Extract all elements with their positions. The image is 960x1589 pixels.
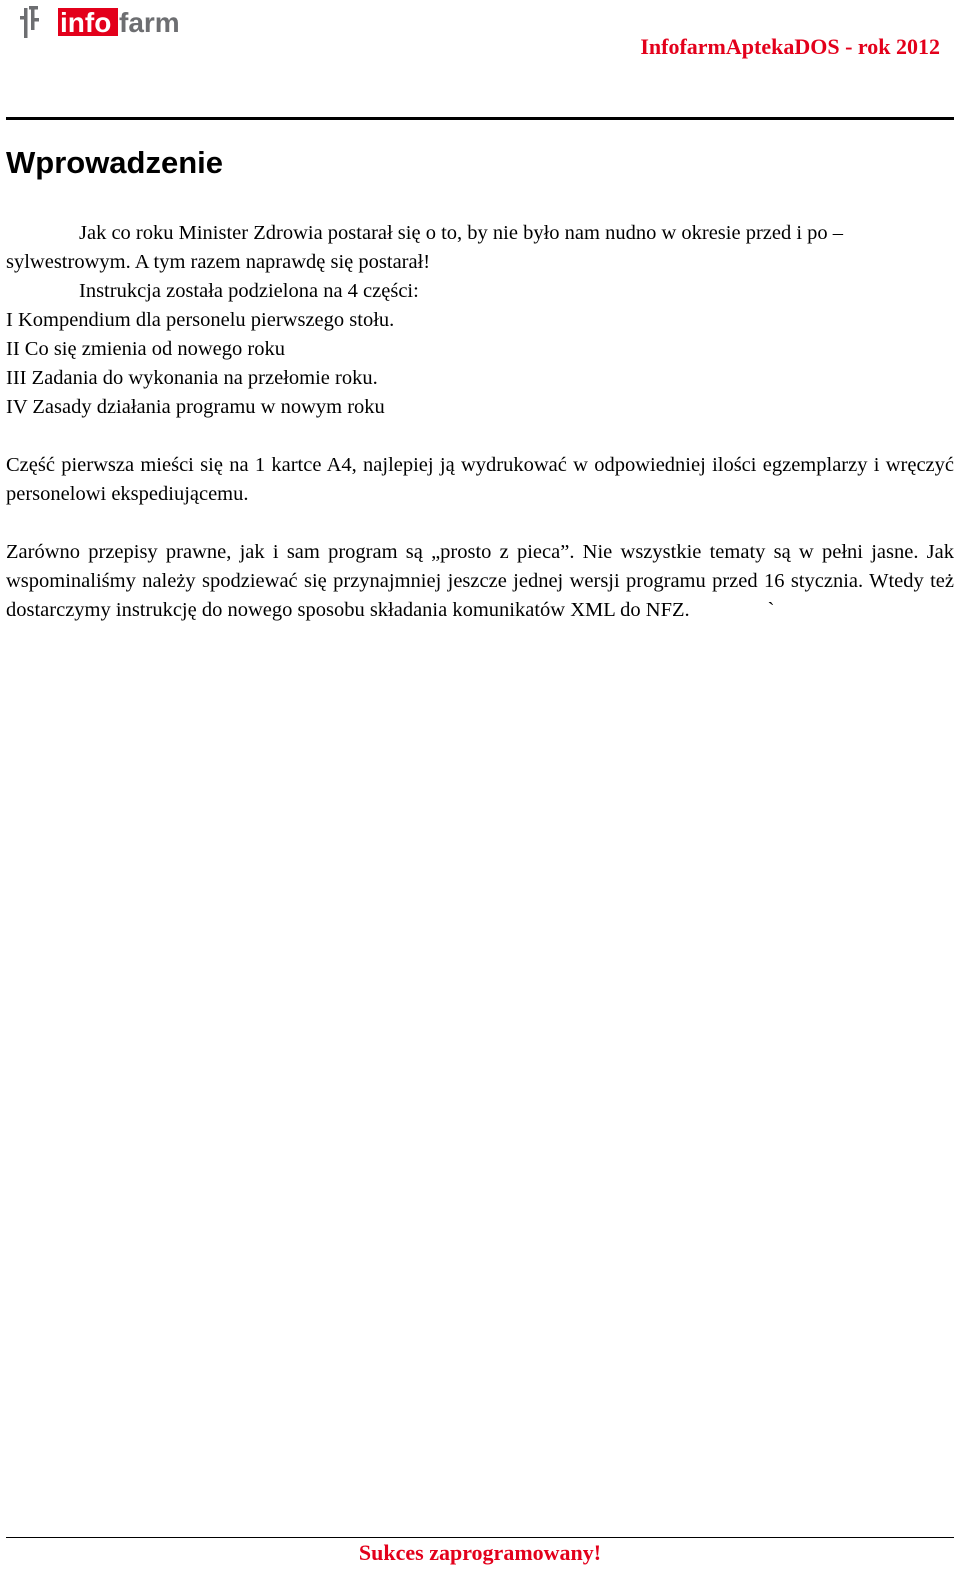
footer-divider — [6, 1537, 954, 1538]
paragraph-gap — [6, 509, 954, 538]
document-body — [6, 219, 954, 625]
paragraph-gap — [6, 422, 954, 451]
footer-slogan: Sukces zaprogramowany! — [358, 1540, 602, 1565]
stray-mark: ` — [767, 599, 775, 621]
infofarm-logo — [20, 2, 210, 42]
infofarm-logo-graphic — [20, 2, 210, 42]
status-paragraph-text: Zarówno przepisy prawne, jak i sam program są „prosto z pieca”. Nie wszystkie tematy są w pełni jasne. Jak wspominaliśmy należy spodziewać się przynajmniej jeszcze jednej wersji programu przed 16 stycznia. Wtedy też dostarczymy instrukcję do nowego sposobu składania komunikatów XML do NFZ. — [6, 541, 954, 621]
part-list-item: IV Zasady działania programu w nowym roku — [6, 396, 385, 418]
part-one-paragraph: Część pierwsza mieści się na 1 kartce A4, najlepiej ją wydrukować w odpowiedniej ilości egzemplarzy i wręczyć personelowi ekspediującemu. — [6, 454, 954, 505]
intro-parts-lead: Instrukcja została podzielona na 4 części: — [79, 280, 419, 302]
part-list-item: III Zadania do wykonania na przełomie roku. — [6, 367, 378, 389]
section-heading: Wprowadzenie — [6, 145, 224, 180]
document-header-title: InfofarmAptekaDOS - rok 2012 — [640, 34, 940, 59]
intro-paragraph: Jak co roku Minister Zdrowia postarał się o to, by nie było nam nudno w okresie przed i po – sylwestrowym. A tym razem naprawdę się postarał! — [6, 222, 844, 273]
part-list-item: I Kompendium dla personelu pierwszego stołu. — [6, 309, 395, 331]
status-paragraph — [6, 538, 954, 625]
header-divider — [6, 117, 954, 120]
part-list-item: II Co się zmienia od nowego roku — [6, 338, 285, 360]
logo-farm-part: farm — [119, 7, 180, 38]
logo-info-part: info — [60, 7, 112, 38]
